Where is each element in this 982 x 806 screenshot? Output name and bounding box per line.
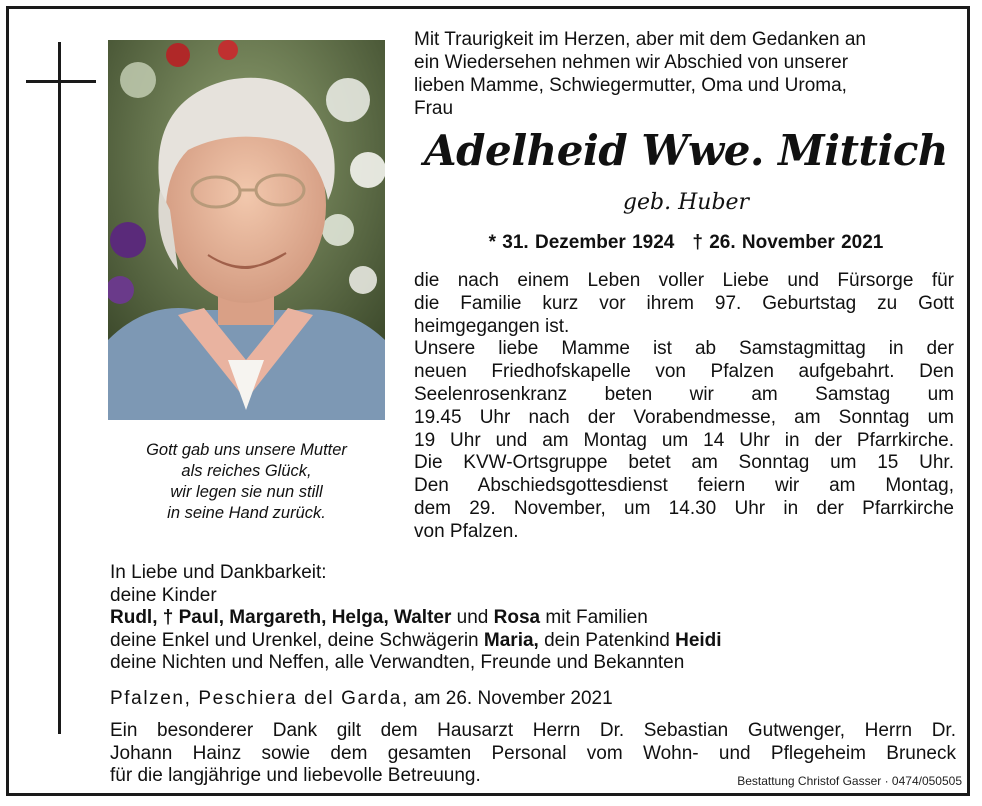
memorial-quote: [108, 440, 385, 524]
body-line: Den Abschiedsgottesdienst feiern wir am Montag,: [414, 475, 954, 497]
intro-line: ein Wiedersehen nehmen wir Abschied von unserer: [414, 52, 849, 73]
children-line: [110, 607, 960, 630]
body-line: Die KVW-Ortsgruppe betet am Sonntag um 15 Uhr.: [414, 452, 954, 474]
portrait-photo: [108, 40, 385, 420]
body-line: die Familie kurz vor ihrem 97. Geburtstag zu Gott: [414, 292, 954, 314]
birth-date: * 31. Dezember 1924: [488, 232, 675, 253]
cross-horizontal-bar: [26, 80, 96, 83]
sister-in-law-name: Maria,: [483, 629, 539, 651]
body-line: Unsere liebe Mamme ist ab Samstagmittag in der: [414, 338, 954, 360]
body-line: die nach einem Leben voller Liebe und Fürsorge für: [414, 270, 954, 291]
body-line: Seelenrosenkranz beten wir am Samstag um: [414, 383, 954, 405]
family-line: deine Kinder: [110, 584, 217, 606]
cross-vertical-bar: [58, 42, 61, 734]
family-line: deine Nichten und Neffen, alle Verwandten, Freunde und Bekannten: [110, 652, 685, 673]
body-line: dem 29. November, um 14.30 Uhr in der Pfarrkirche: [414, 497, 954, 519]
children-names: Rudl, † Paul, Margareth, Helga, Walter: [110, 607, 452, 628]
body-line: 19.45 Uhr nach der Vorabendmesse, am Sonntag um: [414, 406, 954, 428]
intro-line: Frau: [414, 98, 454, 119]
life-dates: [414, 232, 958, 254]
quote-line: wir legen sie nun still: [170, 483, 323, 501]
quote-line: Gott gab uns unsere Mutter: [146, 441, 347, 459]
undertaker-credit: Bestattung Christof Gasser · 0474/050505: [737, 774, 962, 788]
announcement-body: [414, 270, 954, 544]
children-suffix: mit Familien: [540, 607, 648, 628]
grandchildren-line: [110, 630, 960, 653]
birth-name: geb. Huber: [622, 190, 750, 215]
deceased-name: Adelheid Wwe. Mittich: [424, 126, 948, 175]
godchild-name: Heidi: [675, 629, 722, 651]
quote-line: in seine Hand zurück.: [167, 504, 326, 522]
body-line: neuen Friedhofskapelle von Pfalzen aufgebahrt. Den: [414, 361, 954, 383]
death-date: † 26. November 2021: [692, 232, 884, 253]
intro-line: lieben Mamme, Schwiegermutter, Oma und Uroma,: [414, 75, 847, 96]
intro-text: [414, 28, 958, 120]
family-line: In Liebe und Dankbarkeit:: [110, 562, 327, 583]
family-list: [110, 562, 960, 675]
body-line: von Pfalzen.: [414, 520, 519, 542]
place-names: Pfalzen, Peschiera del Garda,: [110, 688, 409, 709]
thanks-line: Johann Hainz sowie dem gesamten Personal vom Wohn- und Pflegeheim Bruneck: [110, 742, 956, 764]
children-and: und: [451, 607, 494, 628]
thanks-line: Ein besonderer Dank gilt dem Hausarzt Herrn Dr. Sebastian Gutwenger, Herrn Dr.: [110, 720, 956, 741]
place-date: [110, 688, 613, 710]
announcement-date: am 26. November 2021: [408, 688, 613, 709]
intro-line: Mit Traurigkeit im Herzen, aber mit dem Gedanken an: [414, 29, 866, 50]
body-line: 19 Uhr und am Montag um 14 Uhr in der Pfarrkirche.: [414, 429, 954, 451]
grand-mid: dein Patenkind: [538, 629, 676, 651]
thanks-line: für die langjährige und liebevolle Betreuung.: [110, 765, 481, 786]
child-last-name: Rosa: [493, 607, 541, 628]
grand-prefix: deine Enkel und Urenkel, deine Schwägerin: [110, 629, 484, 651]
quote-line: als reiches Glück,: [181, 462, 312, 480]
body-line: heimgegangen ist.: [414, 315, 570, 337]
